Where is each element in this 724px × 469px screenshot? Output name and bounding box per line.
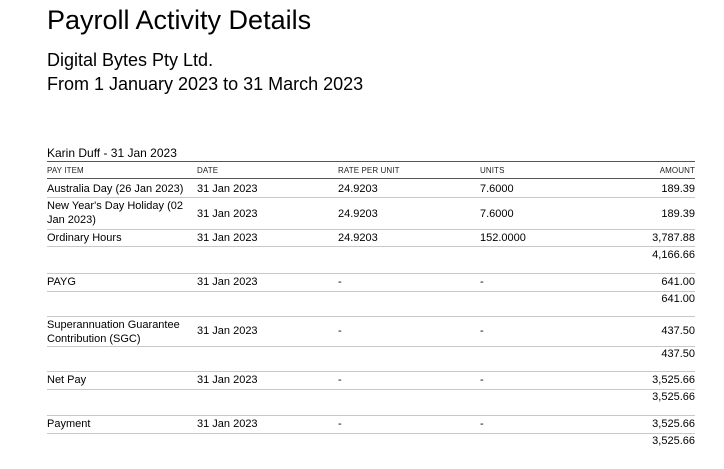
rate: - [338,418,342,430]
heading-rule [47,161,695,162]
amount: 189.39 [661,208,695,220]
date: 31 Jan 2023 [197,183,258,195]
col-pay-item: PAY ITEM [47,166,84,175]
col-rate: RATE PER UNIT [338,166,400,175]
divider [47,316,695,317]
units: 7.6000 [480,208,514,220]
subtotal-amount: 437.50 [661,348,695,360]
divider [47,273,695,274]
pay-item: Australia Day (26 Jan 2023) [47,183,184,195]
divider [47,246,695,247]
date: 31 Jan 2023 [197,208,258,220]
amount: 3,525.66 [652,374,695,386]
company-name: Digital Bytes Pty Ltd. [47,50,214,70]
rate: - [338,325,342,337]
pay-item: Net Pay [47,374,87,386]
divider [47,291,695,292]
amount: 641.00 [661,276,695,288]
date: 31 Jan 2023 [197,276,258,288]
divider [47,229,695,230]
pay-item: Payment [47,418,91,430]
col-units: UNITS [480,166,505,175]
units: 152.0000 [480,232,526,244]
units: - [480,418,484,430]
divider [47,433,695,434]
pay-item: PAYG [47,276,76,288]
subtotal-amount: 3,525.66 [652,435,695,447]
rate: 24.9203 [338,183,378,195]
amount: 189.39 [661,183,695,195]
subtotal-amount: 3,525.66 [652,391,695,403]
divider [47,178,695,179]
rate: - [338,276,342,288]
rate: - [338,374,342,386]
rate: 24.9203 [338,232,378,244]
rate: 24.9203 [338,208,378,220]
amount: 3,787.88 [652,232,695,244]
units: - [480,374,484,386]
date: 31 Jan 2023 [197,232,258,244]
pay-item: Superannuation Guarantee Contribution (SGC) [47,319,180,345]
amount: 3,525.66 [652,418,695,430]
date: 31 Jan 2023 [197,418,258,430]
date: 31 Jan 2023 [197,374,258,386]
employee-heading: Karin Duff - 31 Jan 2023 [47,146,177,160]
divider [47,371,695,372]
units: - [480,276,484,288]
amount: 437.50 [661,325,695,337]
divider [47,346,695,347]
report-title: Payroll Activity Details [47,5,312,35]
col-amount: AMOUNT [659,166,695,175]
units: 7.6000 [480,183,514,195]
subtotal-amount: 4,166.66 [652,249,695,261]
pay-item: New Year's Day Holiday (02 Jan 2023) [47,200,184,226]
units: - [480,325,484,337]
divider [47,389,695,390]
date: 31 Jan 2023 [197,325,258,337]
report-period: From 1 January 2023 to 31 March 2023 [47,74,364,94]
divider [47,197,695,198]
subtotal-amount: 641.00 [661,293,695,305]
col-date: DATE [197,166,219,175]
pay-item: Ordinary Hours [47,232,122,244]
divider [47,415,695,416]
